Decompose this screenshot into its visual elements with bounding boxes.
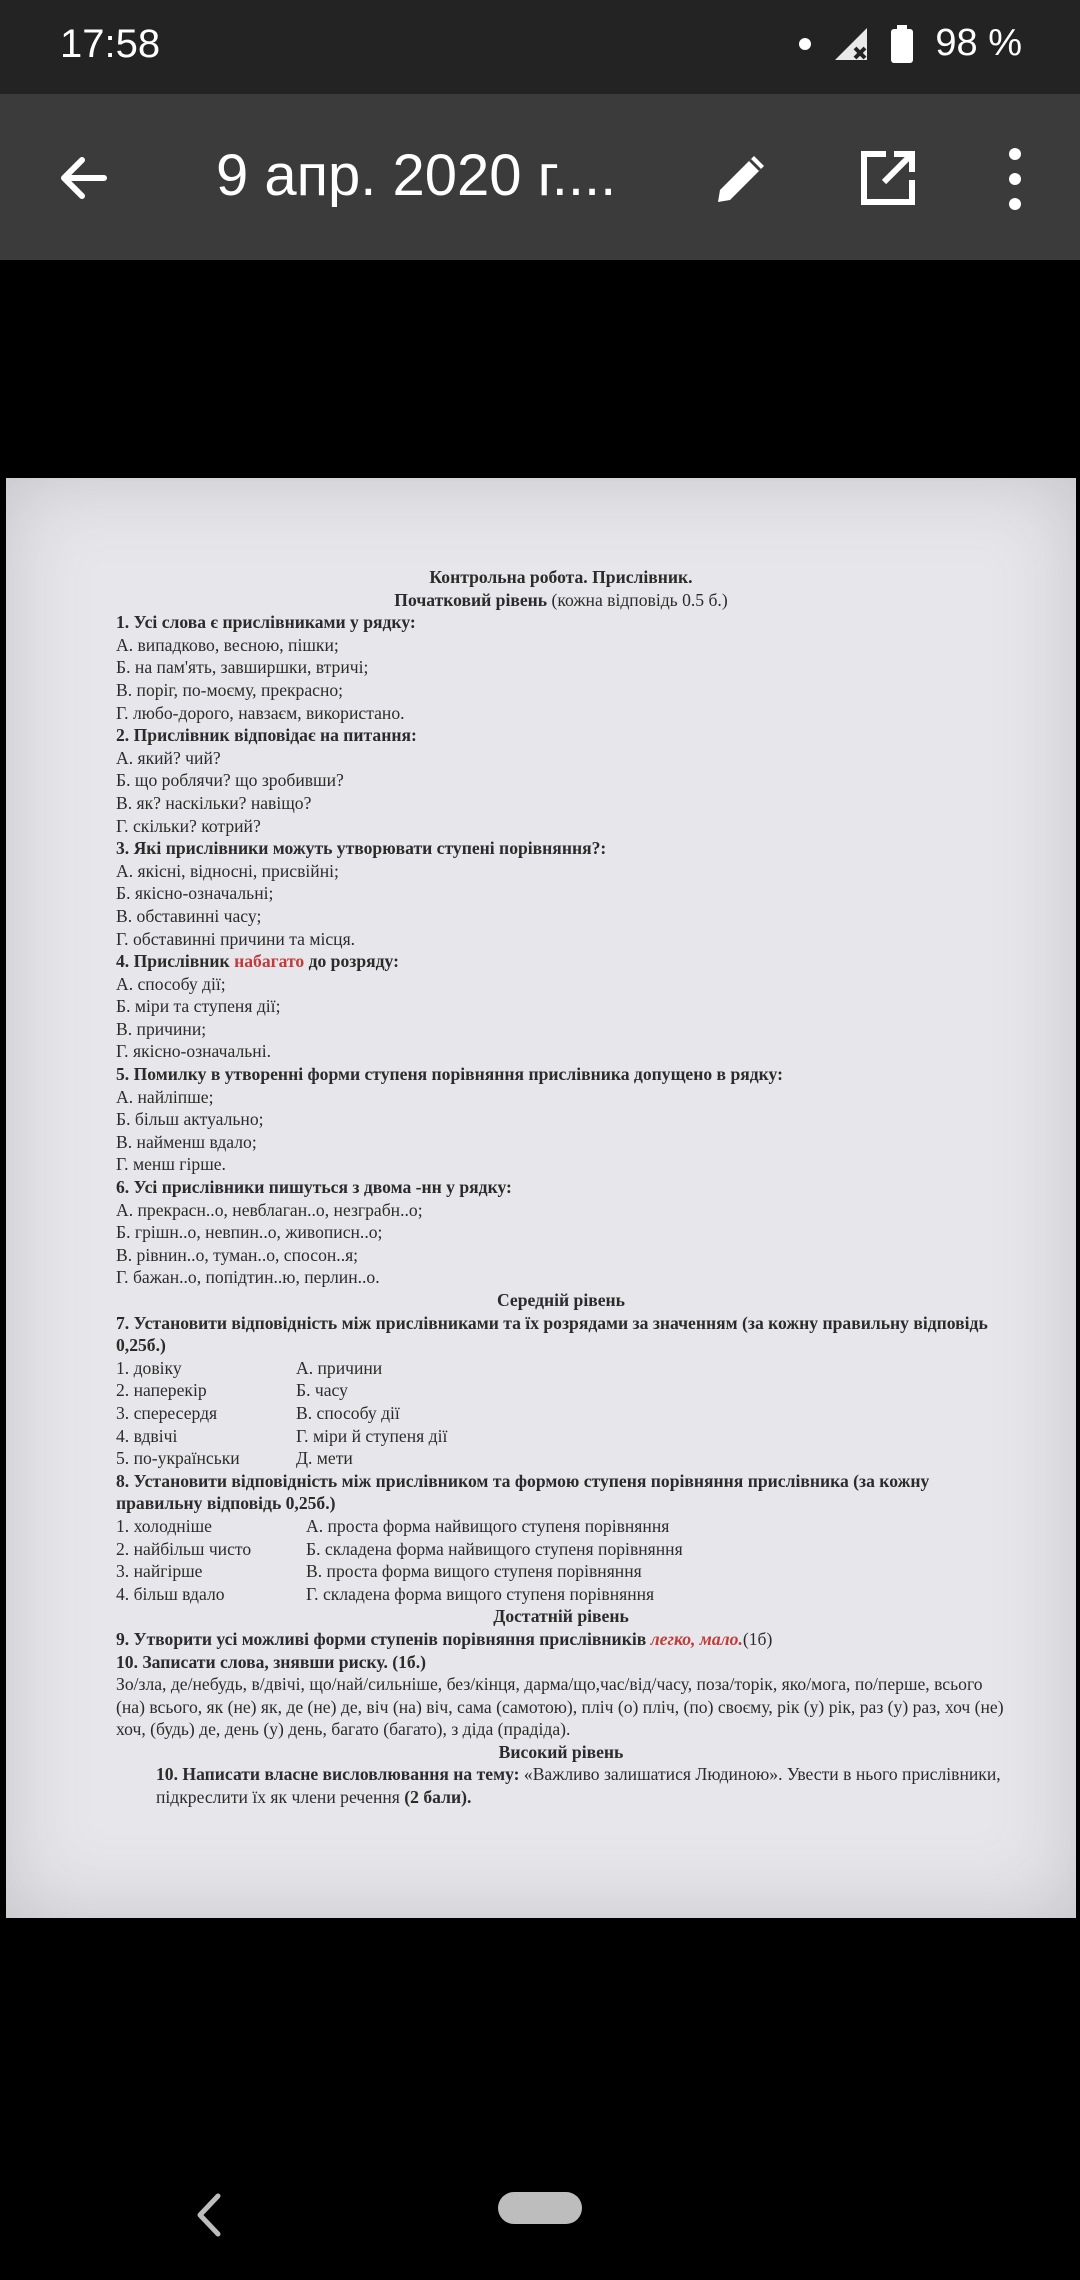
question-3: 3. Які прислівники можуть утворювати ступені порівняння?: bbox=[116, 838, 607, 859]
nav-back-icon[interactable] bbox=[192, 2190, 226, 2240]
q8-row: 4. більш вдало Г. складена форма вищого ступеня порівняння bbox=[116, 1583, 655, 1604]
pencil-edit-icon[interactable] bbox=[710, 146, 774, 210]
q6-option: Б. грішн..о, невпин..о, живописн..о; bbox=[116, 1222, 383, 1243]
q1-option: А. випадково, весною, пішки; bbox=[116, 634, 339, 655]
status-time: 17:58 bbox=[60, 22, 161, 66]
q4-option: Г. якісно-означальні. bbox=[116, 1041, 271, 1062]
q7-row: 5. по-українськи Д. мети bbox=[116, 1448, 353, 1469]
q2-option: В. як? наскільки? навіщо? bbox=[116, 792, 312, 813]
q1-option: Г. любо-дорого, навзаєм, використано. bbox=[116, 702, 405, 723]
notification-dot-icon bbox=[799, 38, 811, 50]
q7-row: 2. наперекір Б. часу bbox=[116, 1380, 348, 1401]
q5-option: Б. більш актуально; bbox=[116, 1109, 264, 1130]
question-8: 8. Установити відповідність між прислівником та формою ступеня порівняння прислівника (за кожну правильну відповідь 0,25б.) bbox=[116, 1470, 930, 1514]
level-3-heading: Достатній рівень bbox=[493, 1606, 629, 1627]
battery-percent: 98 % bbox=[935, 22, 1022, 64]
home-pill[interactable] bbox=[498, 2192, 582, 2224]
question-9: 9. Утворити усі можливі форми ступенів порівняння прислівників легко, мало.(1б) bbox=[116, 1628, 773, 1649]
q6-option: Г. бажан..о, попідтин..ю, перлин..о. bbox=[116, 1267, 380, 1288]
question-7: 7. Установити відповідність між прислівниками та їх розрядами за значенням (за кожну правильну відповідь 0,25б.) bbox=[116, 1312, 988, 1356]
q3-option: А. якісні, відносні, присвійні; bbox=[116, 860, 339, 881]
q4-option: А. способу дії; bbox=[116, 973, 226, 994]
q3-option: В. обставинні часу; bbox=[116, 905, 262, 926]
q5-option: Г. менш гірше. bbox=[116, 1154, 226, 1175]
q8-row: 3. найгірше В. проста форма вищого ступеня порівняння bbox=[116, 1561, 642, 1582]
more-options-icon[interactable] bbox=[1000, 144, 1030, 214]
document-image bbox=[6, 478, 1076, 1918]
q1-option: Б. на пам'ять, завширшки, втричі; bbox=[116, 657, 369, 678]
document-text bbox=[116, 566, 1006, 1809]
question-6: 6. Усі прислівники пишуться з двома -нн у рядку: bbox=[116, 1177, 512, 1198]
q6-option: В. рівнин..о, туман..о, спосон..я; bbox=[116, 1244, 359, 1265]
q10-text: Зо/зла, де/небудь, в/двічі, що/най/сильніше, без/кінця, дарма/що,час/від/часу, поза/торік, яко/мога, по/перше, всього (на) всього, як (не) як, де (не) де, віч (на) віч, сама (самотою), пліч (о) пліч, (по) своєму, рік (у) рік, раз (у) раз, хоч (не) хоч, (будь) де, день (у) день, багато (багато), з діда (прадіда). bbox=[116, 1674, 1004, 1740]
q3-option: Г. обставинні причини та місця. bbox=[116, 928, 356, 949]
document-title: 9 апр. 2020 г.... bbox=[216, 143, 617, 208]
q6-option: А. прекрасн..о, невблаган..о, незграбн..о; bbox=[116, 1199, 423, 1220]
q2-option: Б. що роблячи? що зробивши? bbox=[116, 770, 344, 791]
question-5: 5. Помилку в утворенні форми ступеня порівняння прислівника допущено в рядку: bbox=[116, 1064, 783, 1085]
q7-row: 1. довіку А. причини bbox=[116, 1357, 383, 1378]
q4-option: В. причини; bbox=[116, 1018, 207, 1039]
q4-option: Б. міри та ступеня дії; bbox=[116, 996, 281, 1017]
level-2-heading: Середній рівень bbox=[497, 1290, 625, 1310]
q2-option: А. який? чий? bbox=[116, 747, 221, 768]
q1-option: В. поріг, по-моєму, прекрасно; bbox=[116, 679, 344, 700]
level-4-heading: Високий рівень bbox=[498, 1741, 624, 1762]
q8-row: 1. холодніше А. проста форма найвищого ступеня порівняння bbox=[116, 1515, 670, 1536]
status-icons bbox=[799, 22, 1022, 65]
app-bar bbox=[0, 94, 1080, 260]
q3-option: Б. якісно-означальні; bbox=[116, 883, 274, 904]
question-10: 10. Записати слова, знявши риску. (1б.) bbox=[116, 1651, 426, 1672]
q5-option: В. найменш вдало; bbox=[116, 1131, 257, 1152]
level-1-heading: Початковий рівень (кожна відповідь 0.5 б.) bbox=[394, 589, 728, 610]
signal-icon bbox=[833, 26, 869, 62]
question-1: 1. Усі слова є прислівниками у рядку: bbox=[116, 612, 416, 633]
doc-title: Контрольна робота. Прислівник. bbox=[429, 567, 693, 587]
open-external-icon[interactable] bbox=[856, 146, 920, 210]
q5-option: А. найліпше; bbox=[116, 1086, 214, 1107]
q2-option: Г. скільки? котрий? bbox=[116, 815, 261, 836]
q8-row: 2. найбільш чисто Б. складена форма найвищого ступеня порівняння bbox=[116, 1538, 683, 1559]
question-4: 4. Прислівник набагато до розряду: bbox=[116, 951, 399, 972]
question-11: 10. Написати власне висловлювання на тему: «Важливо залишатися Людиною». Увести в нього прислівники, підкреслити їх як члени речення (2 бали). bbox=[156, 1764, 1001, 1808]
q7-row: 3. спересердя В. способу дії bbox=[116, 1402, 400, 1423]
question-2: 2. Прислівник відповідає на питання: bbox=[116, 725, 417, 746]
q7-row: 4. вдвічі Г. міри й ступеня дії bbox=[116, 1425, 448, 1446]
status-bar bbox=[0, 0, 1080, 94]
back-arrow-icon[interactable] bbox=[52, 146, 116, 210]
battery-icon bbox=[891, 25, 913, 63]
